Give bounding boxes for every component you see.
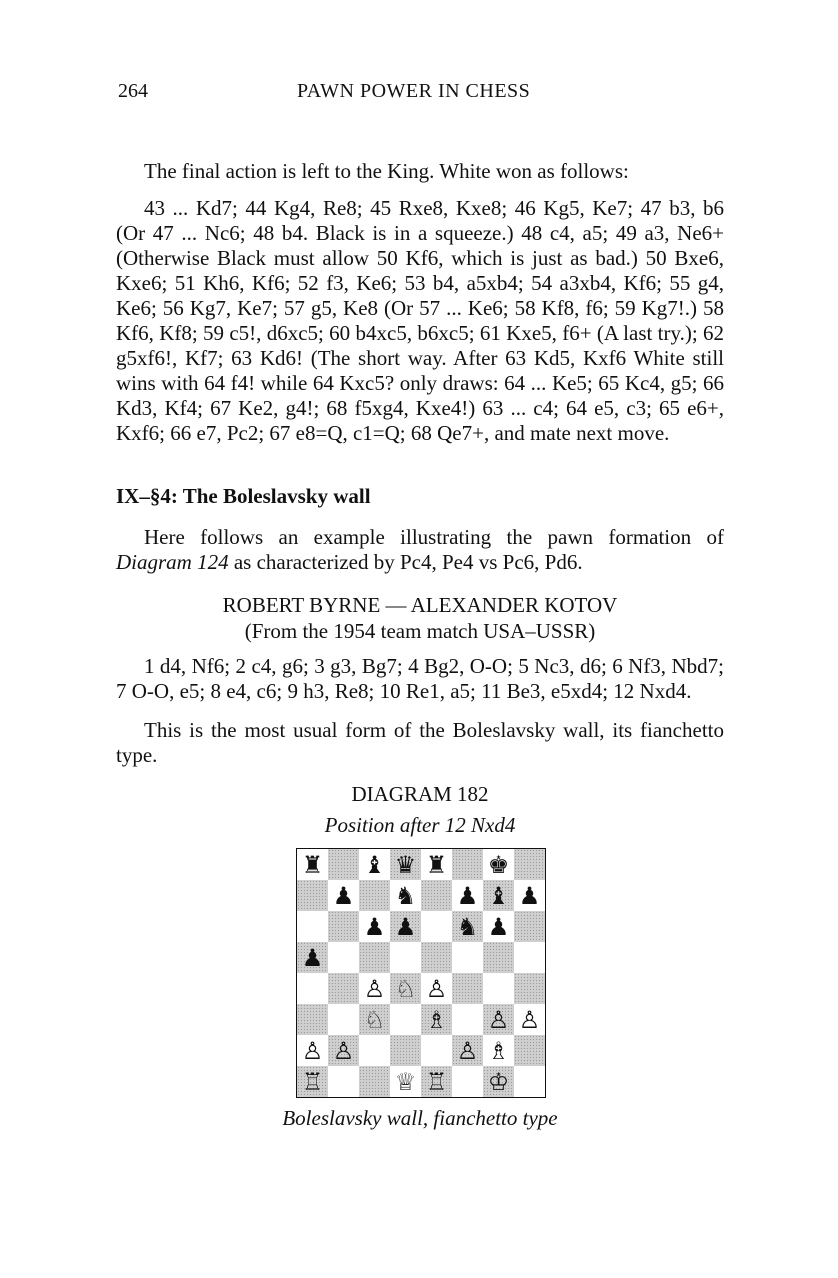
chess-piece: ♙ — [487, 1005, 510, 1034]
square-b3 — [328, 1004, 359, 1035]
chess-piece: ♘ — [394, 974, 417, 1003]
square-b8 — [328, 849, 359, 880]
section-intro-part1: Here follows an example illustrating the pawn formation of — [144, 525, 724, 549]
chess-piece: ♖ — [301, 1067, 324, 1096]
square-b2 — [328, 1035, 359, 1066]
square-d5 — [390, 942, 421, 973]
chess-piece: ♙ — [332, 1036, 355, 1065]
chess-piece: ♙ — [425, 974, 448, 1003]
chess-piece: ♟ — [363, 912, 386, 941]
square-e4 — [421, 973, 452, 1004]
square-f1 — [452, 1066, 483, 1097]
square-a5 — [297, 942, 328, 973]
square-f2 — [452, 1035, 483, 1066]
section-intro-part2: as characterized by Pc4, Pe4 vs Pc6, Pd6. — [228, 550, 583, 574]
square-f7 — [452, 880, 483, 911]
chess-piece: ♛ — [394, 850, 417, 879]
square-c6 — [359, 911, 390, 942]
chess-piece: ♗ — [425, 1005, 448, 1034]
square-g5 — [483, 942, 514, 973]
square-c5 — [359, 942, 390, 973]
square-e5 — [421, 942, 452, 973]
square-e7 — [421, 880, 452, 911]
chess-piece: ♚ — [487, 850, 510, 879]
square-a1 — [297, 1066, 328, 1097]
chess-piece: ♟ — [332, 881, 355, 910]
chess-piece: ♜ — [425, 850, 448, 879]
diagram-subtitle: Position after 12 Nxd4 — [324, 813, 516, 837]
square-b6 — [328, 911, 359, 942]
chess-board — [296, 848, 546, 1098]
square-a8 — [297, 849, 328, 880]
diagram-caption: Boleslavsky wall, fianchetto type — [282, 1106, 558, 1130]
square-e8 — [421, 849, 452, 880]
square-d6 — [390, 911, 421, 942]
square-g1 — [483, 1066, 514, 1097]
intro-paragraph: The final action is left to the King. White won as follows: — [144, 159, 629, 183]
square-a2 — [297, 1035, 328, 1066]
chess-piece: ♞ — [456, 912, 479, 941]
square-g6 — [483, 911, 514, 942]
square-d1 — [390, 1066, 421, 1097]
square-c8 — [359, 849, 390, 880]
diagram-reference: Diagram 124 — [116, 550, 229, 574]
square-h4 — [514, 973, 545, 1004]
chess-piece: ♙ — [301, 1036, 324, 1065]
square-c4 — [359, 973, 390, 1004]
chess-piece: ♟ — [456, 881, 479, 910]
chess-piece: ♟ — [301, 943, 324, 972]
square-d2 — [390, 1035, 421, 1066]
square-h8 — [514, 849, 545, 880]
chess-piece: ♜ — [301, 850, 324, 879]
square-e2 — [421, 1035, 452, 1066]
square-c7 — [359, 880, 390, 911]
square-h1 — [514, 1066, 545, 1097]
square-c2 — [359, 1035, 390, 1066]
chess-piece: ♖ — [425, 1067, 448, 1096]
square-d8 — [390, 849, 421, 880]
chess-piece: ♙ — [363, 974, 386, 1003]
square-d4 — [390, 973, 421, 1004]
chess-piece: ♗ — [487, 1036, 510, 1065]
square-g4 — [483, 973, 514, 1004]
chess-piece: ♟ — [518, 881, 541, 910]
page-number: 264 — [118, 80, 148, 102]
square-d3 — [390, 1004, 421, 1035]
section-heading: IX–§4: The Boleslavsky wall — [116, 484, 371, 508]
chess-piece: ♙ — [456, 1036, 479, 1065]
square-f6 — [452, 911, 483, 942]
square-c1 — [359, 1066, 390, 1097]
square-b7 — [328, 880, 359, 911]
chess-piece: ♘ — [363, 1005, 386, 1034]
square-a3 — [297, 1004, 328, 1035]
square-g3 — [483, 1004, 514, 1035]
chess-piece: ♝ — [363, 850, 386, 879]
square-c3 — [359, 1004, 390, 1035]
square-a6 — [297, 911, 328, 942]
square-a7 — [297, 880, 328, 911]
square-d7 — [390, 880, 421, 911]
commentary-paragraph: This is the most usual form of the Boleslavsky wall, its fianchetto type. — [116, 718, 724, 767]
square-f8 — [452, 849, 483, 880]
chess-piece: ♙ — [518, 1005, 541, 1034]
game-players: ROBERT BYRNE — ALEXANDER KOTOV — [222, 593, 618, 617]
section-intro — [116, 525, 724, 575]
square-g2 — [483, 1035, 514, 1066]
square-h7 — [514, 880, 545, 911]
chess-piece: ♕ — [394, 1067, 417, 1096]
square-h5 — [514, 942, 545, 973]
square-h2 — [514, 1035, 545, 1066]
square-b4 — [328, 973, 359, 1004]
opening-moves: 1 d4, Nf6; 2 c4, g6; 3 g3, Bg7; 4 Bg2, O-O; 5 Nc3, d6; 6 Nf3, Nbd7; 7 O-O, e5; 8 e4, c6; 9 h3, Re8; 10 Re1, a5; 11 Be3, e5xd4; 12 Nxd4. — [116, 654, 724, 703]
game-continuation: 43 ... Kd7; 44 Kg4, Re8; 45 Rxe8, Kxe8; 46 Kg5, Ke7; 47 b3, b6 (Or 47 ... Nc6; 48 b4. Black is in a squeeze.) 48 c4, a5; 49 a3, Ne6+ (Otherwise Black must allow 50 Kf6, which is just as bad.) 50 Bxe6, Kxe6; 51 Kh6, Kf6; 52 f3, Ke6; 53 b4, a5xb4; 54 a3xb4, Kf6; 55 g4, Ke6; 56 Kg7, Ke7; 57 g5, Ke8 (Or 57 ... Ke6; 58 Kf8, f6; 59 Kg7!.) 58 Kf6, Kf8; 59 c5!, d6xc5; 60 b4xc5, b6xc5; 61 Kxe5, f6+ (A last try.); 62 g5xf6!, Kf7; 63 Kd6! (The short way. After 63 Kd5, Kxf6 White still wins with 64 f4! while 64 Kxc5? only draws: 64 ... Ke5; 65 Kc4, g5; 66 Kd3, Kf4; 67 Ke2, g4!; 68 f5xg4, Kxe4!) 63 ... c4; 64 e5, c3; 65 e6+, Kxf6; 66 e7, Pc2; 67 e8=Q, c1=Q; 68 Qe7+, and mate next move. — [116, 196, 724, 445]
square-g8 — [483, 849, 514, 880]
square-f4 — [452, 973, 483, 1004]
square-h3 — [514, 1004, 545, 1035]
chess-piece: ♟ — [487, 912, 510, 941]
running-header: PAWN POWER IN CHESS — [297, 80, 531, 102]
square-f3 — [452, 1004, 483, 1035]
square-e6 — [421, 911, 452, 942]
chess-piece: ♝ — [487, 881, 510, 910]
square-e3 — [421, 1004, 452, 1035]
square-a4 — [297, 973, 328, 1004]
game-event: (From the 1954 team match USA–USSR) — [244, 619, 596, 643]
square-b5 — [328, 942, 359, 973]
chess-piece: ♔ — [487, 1067, 510, 1096]
diagram-title: DIAGRAM 182 — [351, 782, 489, 806]
chess-piece: ♞ — [394, 881, 417, 910]
square-h6 — [514, 911, 545, 942]
square-e1 — [421, 1066, 452, 1097]
square-g7 — [483, 880, 514, 911]
square-f5 — [452, 942, 483, 973]
chess-piece: ♟ — [394, 912, 417, 941]
square-b1 — [328, 1066, 359, 1097]
